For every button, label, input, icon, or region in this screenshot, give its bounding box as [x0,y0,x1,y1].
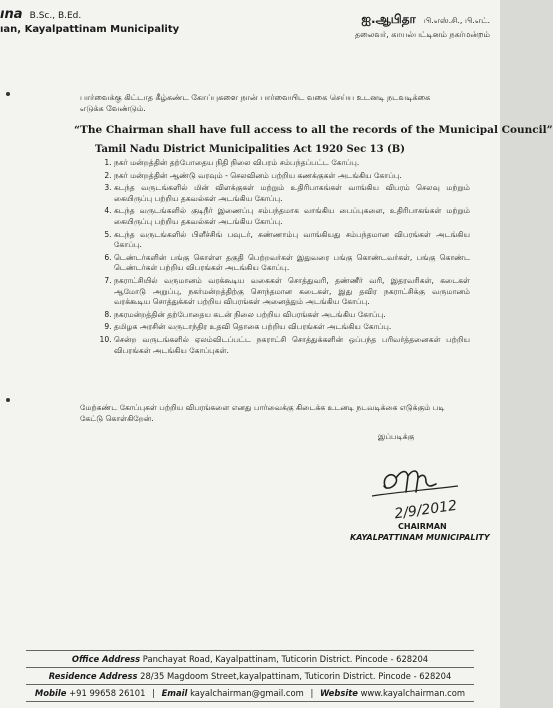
list-item: 8. நகரமன்றத்தின் தற்போதைய கடன் நிலை பற்றிய விபரங்கள் அடங்கிய கோப்பு. [114,310,470,321]
chairman-name-tamil: ஐ.ஆபிதா [361,12,416,26]
chairman-qualification-tamil: பி.எஸ்.சி., பி.எட். [423,16,490,25]
punch-hole-mark [6,92,10,96]
list-item: 4. கடந்த வருடங்களில் குடிநீர் இணைப்பு சம்பந்தமாக வாங்கிய பைப்புகளை, உதிரிபாகங்கள் மற்றும் கையிருப்பு பற்றிய தகவல்கள் அடங்கிய கோப்பு. [114,206,470,227]
punch-hole-mark [6,398,10,402]
footer-office-row [26,651,474,668]
list-item: 5. கடந்த வருடங்களில் பிளீச்சிங் பவுடர், சுண்ணாம்பு வாங்கியது சம்பந்தமான விபரங்கள் அடங்கிய கோப்பு. [114,230,470,251]
signatory-title: CHAIRMAN [398,522,447,531]
letterhead-tamil [355,8,490,40]
signature-date: 2/9/2012 [393,497,458,523]
act-reference: Tamil Nadu District Municipalities Act 1920 Sec 13 (B) [95,144,405,155]
chairman-name-english: ına [0,7,23,22]
list-item: 7. நகராட்சியில் வருமானம் வரக்கூடிய வகைகள் சொத்துவரி, தண்ணீர் வரி, இதரவரிகள், கடைகள் ஆமோடு அறுப்பு, நகர்மன்றத்திற்கு சொந்தமான கடைகள், இது தவிர நகராட்சிக்கு வருமானம் வரக்கூடிய சொத்துக்கள் பற்றிய விபரங்கள் அனைத்தும் அடங்கிய கோப்பு. [114,276,470,308]
signatory-org: KAYALPATTINAM MUNICIPALITY [350,533,490,542]
office-label: Office Address [71,654,141,664]
residence-label: Residence Address [48,671,138,681]
list-item: 9. தமிழக அரசின் வருடாந்திர உதவி தொகை பற்றிய விபரங்கள் அடங்கிய கோப்பு. [114,322,470,333]
yours-faithfully: இப்படிக்கு [378,432,415,441]
office-value: Panchayat Road, Kayalpattinam, Tuticorin District. Pincode - 628204 [142,654,429,664]
email-label: Email [161,688,188,698]
list-item: 3. கடந்த வருடங்களில் மின் விளக்குகள் மற்றும் உதிரிபாகங்கள் வாங்கிய விபரம் செலவு மற்றும் கையிருப்பு பற்றிய தகவல்கள் அடங்கிய கோப்பு. [114,183,470,204]
email-value: kayalchairman@gmail.com [190,688,304,698]
letterhead-english [0,8,179,36]
intro-paragraph: பார்வைக்கு கிட்டாத கீழ்கண்ட கோப்புகளை நான் பார்வையிட வகை செய்ய உடனடி நடவடிக்கை எடுக்க வேண்டும். [80,93,431,113]
website-value: www.kayalchairman.com [360,688,466,698]
signature-image [366,448,496,526]
footer-contact-row: Mobile +91 99658 26101 | Email kayalchairman@gmail.com | Website www.kayalchairman.com [26,685,474,702]
closing-paragraph: மேற்கண்ட கோப்புகள் பற்றிய விபரங்களை எனது பார்வைக்கு கிடைக்க உடனடி நடவடிக்கை எடுக்கும் படி கேட்டு கொள்கிறேன். [80,403,445,423]
website-label: Website [319,688,358,698]
mobile-label: Mobile [34,688,67,698]
records-list [92,158,470,358]
residence-value: 28/35 Magdoom Street,kayalpattinam, Tuticorin District. Pincode - 628204 [140,671,452,681]
chairman-qualification-english: B.Sc., B.Ed. [29,11,82,21]
footer-contact [26,650,474,702]
list-item: 1. நகர் மன்றத்தின் தற்போதைய நிதி நிலை விபரம் சம்பந்தப்பட்ட கோப்பு. [114,158,470,169]
list-item: 10. சென்ற வருடங்களில் ஏலம்விடப்பட்ட நகராட்சி சொத்துக்களின் ஒப்பந்த பரிவர்த்தனைகள் பற்றிய விபரங்கள் அடங்கிய கோப்புகள். [114,335,470,356]
chairman-office-tamil: தலைவர், காயல்பட்டினம் நகர்மன்றம் [354,30,490,39]
footer-residence-row [26,668,474,685]
mobile-value: +91 99658 26101 [69,688,146,698]
quote-heading: “The Chairman shall have full access to all the records of the Municipal Council” [74,124,553,136]
list-item: 6. டெண்டர்களின் பங்கு கொள்ள தகுதி பெற்றவர்கள் இதுவரை பங்கு கொண்டவர்கள், பங்கு கொண்ட டெண்டர்கள் பற்றிய விபரங்கள் அடங்கிய கோப்பு. [114,253,470,274]
chairman-office-english: ıan, Kayalpattinam Municipality [0,24,180,35]
list-item: 2. நகர் மன்றத்தின் ஆண்டு வரவும் - செலவினம் பற்றிய கணக்குகள் அடங்கிய கோப்பு. [114,171,470,182]
